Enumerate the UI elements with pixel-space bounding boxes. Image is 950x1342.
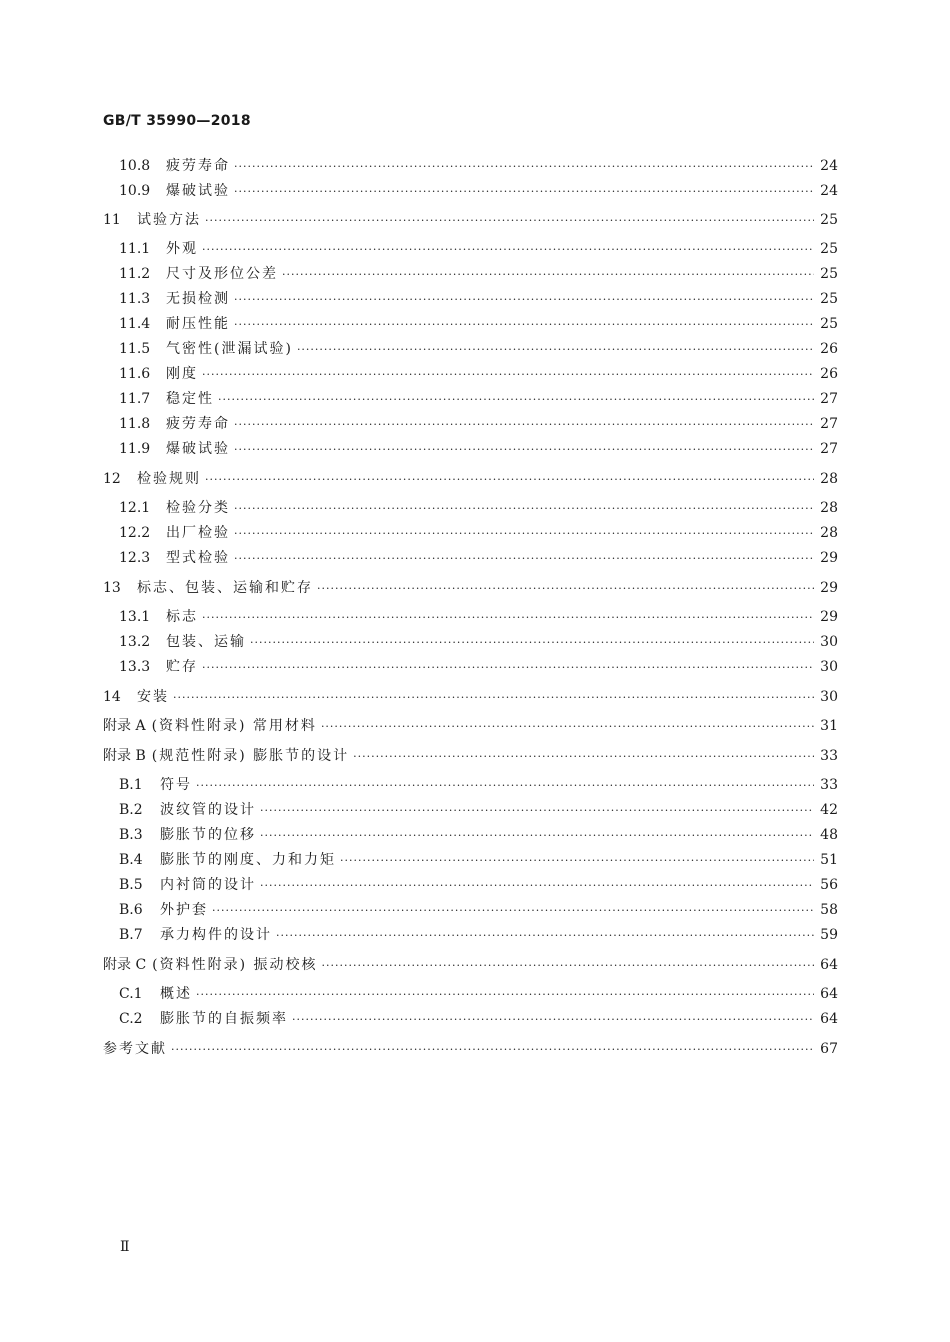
toc-entry-title: 波纹管的设计 — [160, 802, 256, 818]
toc-entry-title: 出厂检验 — [166, 525, 230, 541]
toc-entry-title: 气密性(泄漏试验) — [166, 341, 293, 357]
toc-entry-number: 11.6 — [119, 366, 151, 382]
toc-entry[interactable] — [103, 1040, 838, 1058]
toc-dot-leader — [234, 291, 814, 309]
toc-entry[interactable] — [119, 826, 838, 844]
toc-dot-leader — [234, 500, 814, 518]
toc-entry-title: 试验方法 — [137, 212, 201, 228]
toc-entry[interactable] — [119, 157, 838, 175]
toc-entry-number: 12.1 — [119, 500, 151, 516]
toc-entry-number: 12 — [103, 471, 121, 487]
toc-dot-leader — [250, 634, 814, 652]
toc-dot-leader — [234, 316, 814, 334]
toc-entry[interactable] — [103, 579, 838, 597]
toc-entry[interactable] — [119, 315, 838, 333]
toc-entry[interactable] — [119, 1010, 838, 1028]
toc-entry-page: 28 — [820, 525, 838, 541]
toc-entry-page: 64 — [820, 986, 838, 1002]
toc-dot-leader — [196, 777, 814, 795]
toc-entry-page: 48 — [820, 827, 838, 843]
toc-entry-title: 刚度 — [166, 366, 198, 382]
toc-entry[interactable] — [119, 549, 838, 567]
toc-entry-number: 13 — [103, 580, 121, 596]
toc-dot-leader — [282, 266, 814, 284]
toc-entry-number: 11.9 — [119, 441, 151, 457]
toc-entry[interactable] — [119, 633, 838, 651]
toc-entry-number: B.2 — [119, 802, 143, 818]
toc-entry-title: 符号 — [160, 777, 192, 793]
toc-entry-number: C.2 — [119, 1011, 143, 1027]
toc-entry-number: B.5 — [119, 877, 143, 893]
toc-entry-title: 检验分类 — [166, 500, 230, 516]
toc-entry-page: 30 — [820, 659, 838, 675]
toc-entry[interactable] — [119, 901, 838, 919]
toc-entry-title: 疲劳寿命 — [166, 416, 230, 432]
toc-entry[interactable] — [119, 240, 838, 258]
toc-entry-number: 13.1 — [119, 609, 151, 625]
toc-entry-title: 安装 — [137, 689, 169, 705]
toc-entry-page: 30 — [820, 634, 838, 650]
toc-dot-leader — [202, 241, 814, 259]
toc-entry[interactable] — [119, 182, 838, 200]
toc-entry[interactable] — [119, 608, 838, 626]
toc-entry-page: 67 — [820, 1041, 838, 1057]
toc-entry-number: 13.3 — [119, 659, 151, 675]
toc-entry-number: C.1 — [119, 986, 143, 1002]
toc-entry-number: 11.4 — [119, 316, 151, 332]
toc-entry-page: 28 — [820, 471, 838, 487]
toc-entry-title: 检验规则 — [137, 471, 201, 487]
toc-dot-leader — [260, 802, 814, 820]
toc-entry-page: 24 — [820, 183, 838, 199]
toc-dot-leader — [276, 927, 814, 945]
toc-dot-leader — [205, 471, 814, 489]
toc-entry-title: (资料性附录) 常用材料 — [151, 718, 317, 734]
toc-entry-number: 附录 C — [103, 957, 147, 973]
toc-entry-title: 爆破试验 — [166, 183, 230, 199]
toc-entry[interactable] — [119, 801, 838, 819]
toc-entry-title: 尺寸及形位公差 — [166, 266, 278, 282]
toc-dot-leader — [205, 212, 814, 230]
toc-entry-title: 无损检测 — [166, 291, 230, 307]
toc-entry-title: 膨胀节的刚度、力和力矩 — [160, 852, 336, 868]
toc-dot-leader — [171, 1041, 814, 1059]
toc-dot-leader — [202, 659, 814, 677]
toc-entry-page: 27 — [820, 416, 838, 432]
toc-entry[interactable] — [119, 776, 838, 794]
toc-dot-leader — [202, 609, 814, 627]
toc-entry-title: 膨胀节的自振频率 — [160, 1011, 288, 1027]
standard-code: GB/T 35990—2018 — [103, 113, 251, 129]
toc-entry-title: 外观 — [166, 241, 198, 257]
toc-entry-page: 27 — [820, 441, 838, 457]
toc-entry[interactable] — [103, 956, 838, 974]
toc-entry[interactable] — [103, 688, 838, 706]
toc-entry-number: B.7 — [119, 927, 143, 943]
toc-entry-number: 14 — [103, 689, 121, 705]
toc-entry-number: B.4 — [119, 852, 143, 868]
toc-dot-leader — [322, 957, 814, 975]
toc-entry-page: 26 — [820, 341, 838, 357]
toc-entry-title: 型式检验 — [166, 550, 230, 566]
toc-dot-leader — [234, 416, 814, 434]
toc-entry[interactable] — [119, 499, 838, 517]
toc-dot-leader — [212, 902, 814, 920]
toc-dot-leader — [234, 158, 814, 176]
toc-entry-title: 稳定性 — [166, 391, 214, 407]
toc-entry[interactable] — [103, 470, 838, 488]
toc-entry-page: 25 — [820, 212, 838, 228]
toc-entry[interactable] — [119, 290, 838, 308]
toc-entry[interactable] — [103, 211, 838, 229]
toc-entry[interactable] — [119, 415, 838, 433]
toc-entry-title: 膨胀节的位移 — [160, 827, 256, 843]
toc-entry-page: 26 — [820, 366, 838, 382]
toc-entry-title: 爆破试验 — [166, 441, 230, 457]
toc-entry-title: 包装、运输 — [166, 634, 246, 650]
toc-entry[interactable] — [119, 851, 838, 869]
toc-dot-leader — [297, 341, 814, 359]
toc-entry-number: 11.7 — [119, 391, 151, 407]
toc-dot-leader — [260, 877, 814, 895]
toc-entry[interactable] — [119, 365, 838, 383]
toc-dot-leader — [196, 986, 814, 1004]
toc-entry-title: 标志、包装、运输和贮存 — [137, 580, 313, 596]
toc-entry-page: 56 — [820, 877, 838, 893]
toc-entry-number: 附录 A — [103, 718, 146, 734]
toc-entry[interactable] — [103, 717, 838, 735]
toc-entry-number: 10.8 — [119, 158, 151, 174]
toc-entry-title: 外护套 — [160, 902, 208, 918]
toc-entry-page: 25 — [820, 266, 838, 282]
toc-entry-number: 11.1 — [119, 241, 151, 257]
toc-entry-page: 31 — [820, 718, 838, 734]
toc-entry[interactable] — [119, 658, 838, 676]
toc-entry-page: 25 — [820, 291, 838, 307]
toc-entry-number: 11.8 — [119, 416, 151, 432]
toc-entry-page: 29 — [820, 580, 838, 596]
toc-entry[interactable] — [119, 926, 838, 944]
toc-entry-number: B.6 — [119, 902, 143, 918]
toc-dot-leader — [234, 183, 814, 201]
toc-dot-leader — [260, 827, 814, 845]
toc-entry-number: B.1 — [119, 777, 143, 793]
toc-entry-title: 贮存 — [166, 659, 198, 675]
toc-entry-number: 11 — [103, 212, 121, 228]
toc-entry-page: 29 — [820, 550, 838, 566]
toc-entry-title: 标志 — [166, 609, 198, 625]
toc-entry-page: 42 — [820, 802, 838, 818]
toc-entry-page: 59 — [820, 927, 838, 943]
toc-entry[interactable] — [119, 524, 838, 542]
toc-entry-page: 58 — [820, 902, 838, 918]
toc-entry-page: 25 — [820, 316, 838, 332]
toc-entry-page: 29 — [820, 609, 838, 625]
toc-entry[interactable] — [103, 747, 838, 765]
toc-dot-leader — [173, 689, 814, 707]
toc-entry[interactable] — [119, 440, 838, 458]
toc-entry-title: 耐压性能 — [166, 316, 230, 332]
toc-dot-leader — [218, 391, 814, 409]
toc-entry-page: 33 — [820, 777, 838, 793]
toc-entry[interactable] — [119, 390, 838, 408]
toc-dot-leader — [321, 718, 814, 736]
toc-entry-number: 11.2 — [119, 266, 151, 282]
toc-dot-leader — [202, 366, 814, 384]
toc-dot-leader — [292, 1011, 814, 1029]
toc-dot-leader — [353, 748, 814, 766]
toc-entry[interactable] — [119, 340, 838, 358]
toc-entry-title: 概述 — [160, 986, 192, 1002]
toc-entry-title: 疲劳寿命 — [166, 158, 230, 174]
toc-entry-number: 13.2 — [119, 634, 151, 650]
toc-entry-number: 附录 B — [103, 748, 146, 764]
toc-entry-number: 12.2 — [119, 525, 151, 541]
toc-entry-page: 25 — [820, 241, 838, 257]
page-folio: Ⅱ — [120, 1239, 130, 1255]
toc-dot-leader — [340, 852, 814, 870]
toc-entry-title: 承力构件的设计 — [160, 927, 272, 943]
toc-entry-title: 参考文献 — [103, 1041, 167, 1057]
toc-entry-page: 30 — [820, 689, 838, 705]
toc-dot-leader — [234, 525, 814, 543]
toc-entry-page: 51 — [820, 852, 838, 868]
toc-entry-title: (规范性附录) 膨胀节的设计 — [151, 748, 350, 764]
toc-entry[interactable] — [119, 985, 838, 1003]
toc-entry[interactable] — [119, 876, 838, 894]
toc-entry-number: 12.3 — [119, 550, 151, 566]
toc-entry-page: 24 — [820, 158, 838, 174]
toc-dot-leader — [317, 580, 814, 598]
toc-entry-number: 10.9 — [119, 183, 151, 199]
toc-entry-number: B.3 — [119, 827, 143, 843]
toc-dot-leader — [234, 441, 814, 459]
toc-entry-number: 11.3 — [119, 291, 151, 307]
toc-entry-page: 33 — [820, 748, 838, 764]
toc-entry[interactable] — [119, 265, 838, 283]
toc-entry-page: 28 — [820, 500, 838, 516]
toc-entry-title: 内衬筒的设计 — [160, 877, 256, 893]
toc-entry-number: 11.5 — [119, 341, 151, 357]
toc-entry-page: 27 — [820, 391, 838, 407]
toc-entry-page: 64 — [820, 1011, 838, 1027]
toc-entry-page: 64 — [820, 957, 838, 973]
toc-entry-title: (资料性附录) 振动校核 — [152, 957, 318, 973]
toc-dot-leader — [234, 550, 814, 568]
